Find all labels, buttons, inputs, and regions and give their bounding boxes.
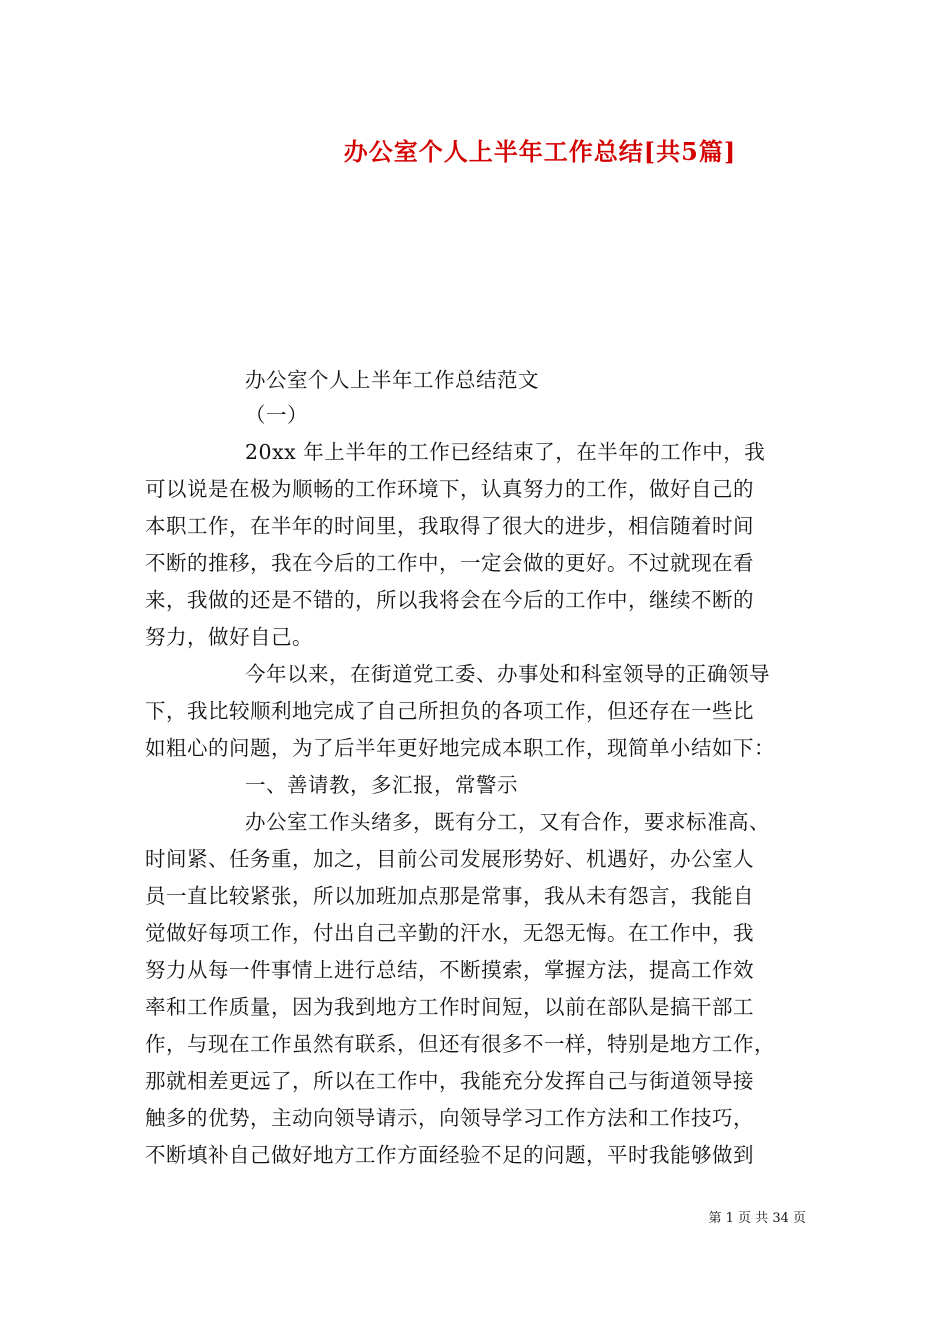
paragraph-line: 本职工作，在半年的时间里，我取得了很大的进步，相信随着时间: [145, 514, 754, 538]
paragraph-line: 今年以来，在街道党工委、办事处和科室领导的正确领导: [245, 662, 770, 686]
paragraph-line: 如粗心的问题，为了后半年更好地完成本职工作，现简单小结如下：: [145, 736, 775, 760]
paragraph-line: 率和工作质量，因为我到地方工作时间短，以前在部队是搞干部工: [145, 995, 754, 1019]
paragraph-line: 不断的推移，我在今后的工作中，一定会做的更好。不过就现在看: [145, 551, 754, 575]
paragraph-line: 努力从每一件事情上进行总结，不断摸索，掌握方法，提高工作效: [145, 958, 754, 982]
paragraph-line: 20xx 年上半年的工作已经结束了，在半年的工作中，我: [245, 440, 766, 464]
section-heading: 办公室个人上半年工作总结范文: [245, 368, 539, 392]
paragraph-line: 可以说是在极为顺畅的工作环境下，认真努力的工作，做好自己的: [145, 477, 754, 501]
subsection-heading: 一、善请教，多汇报，常警示: [245, 773, 518, 797]
paragraph-line: 觉做好每项工作，付出自己辛勤的汗水，无怨无悔。在工作中，我: [145, 921, 754, 945]
paragraph-line: 那就相差更远了，所以在工作中，我能充分发挥自己与街道领导接: [145, 1069, 754, 1093]
paragraph-line: 办公室工作头绪多，既有分工，又有合作，要求标准高、: [245, 810, 770, 834]
paragraph-line: 不断填补自己做好地方工作方面经验不足的问题，平时我能够做到: [145, 1143, 754, 1167]
paragraph-line: 员一直比较紧张，所以加班加点那是常事，我从未有怨言，我能自: [145, 884, 754, 908]
section-number: （一）: [245, 403, 308, 427]
page-number-footer: 第 1 页 共 34 页: [708, 1211, 806, 1226]
paragraph-line: 来，我做的还是不错的，所以我将会在今后的工作中，继续不断的: [145, 588, 754, 612]
paragraph-line: 时间紧、任务重，加之，目前公司发展形势好、机遇好，办公室人: [145, 847, 754, 871]
paragraph-line: 下，我比较顺利地完成了自己所担负的各项工作，但还存在一些比: [145, 699, 754, 723]
document-title: 办公室个人上半年工作总结[共5篇]: [343, 137, 737, 166]
paragraph-line: 触多的优势，主动向领导请示，向领导学习工作方法和工作技巧，: [145, 1106, 754, 1130]
paragraph-line: 努力，做好自己。: [145, 625, 313, 649]
paragraph-line: 作，与现在工作虽然有联系，但还有很多不一样，特别是地方工作，: [145, 1032, 775, 1056]
